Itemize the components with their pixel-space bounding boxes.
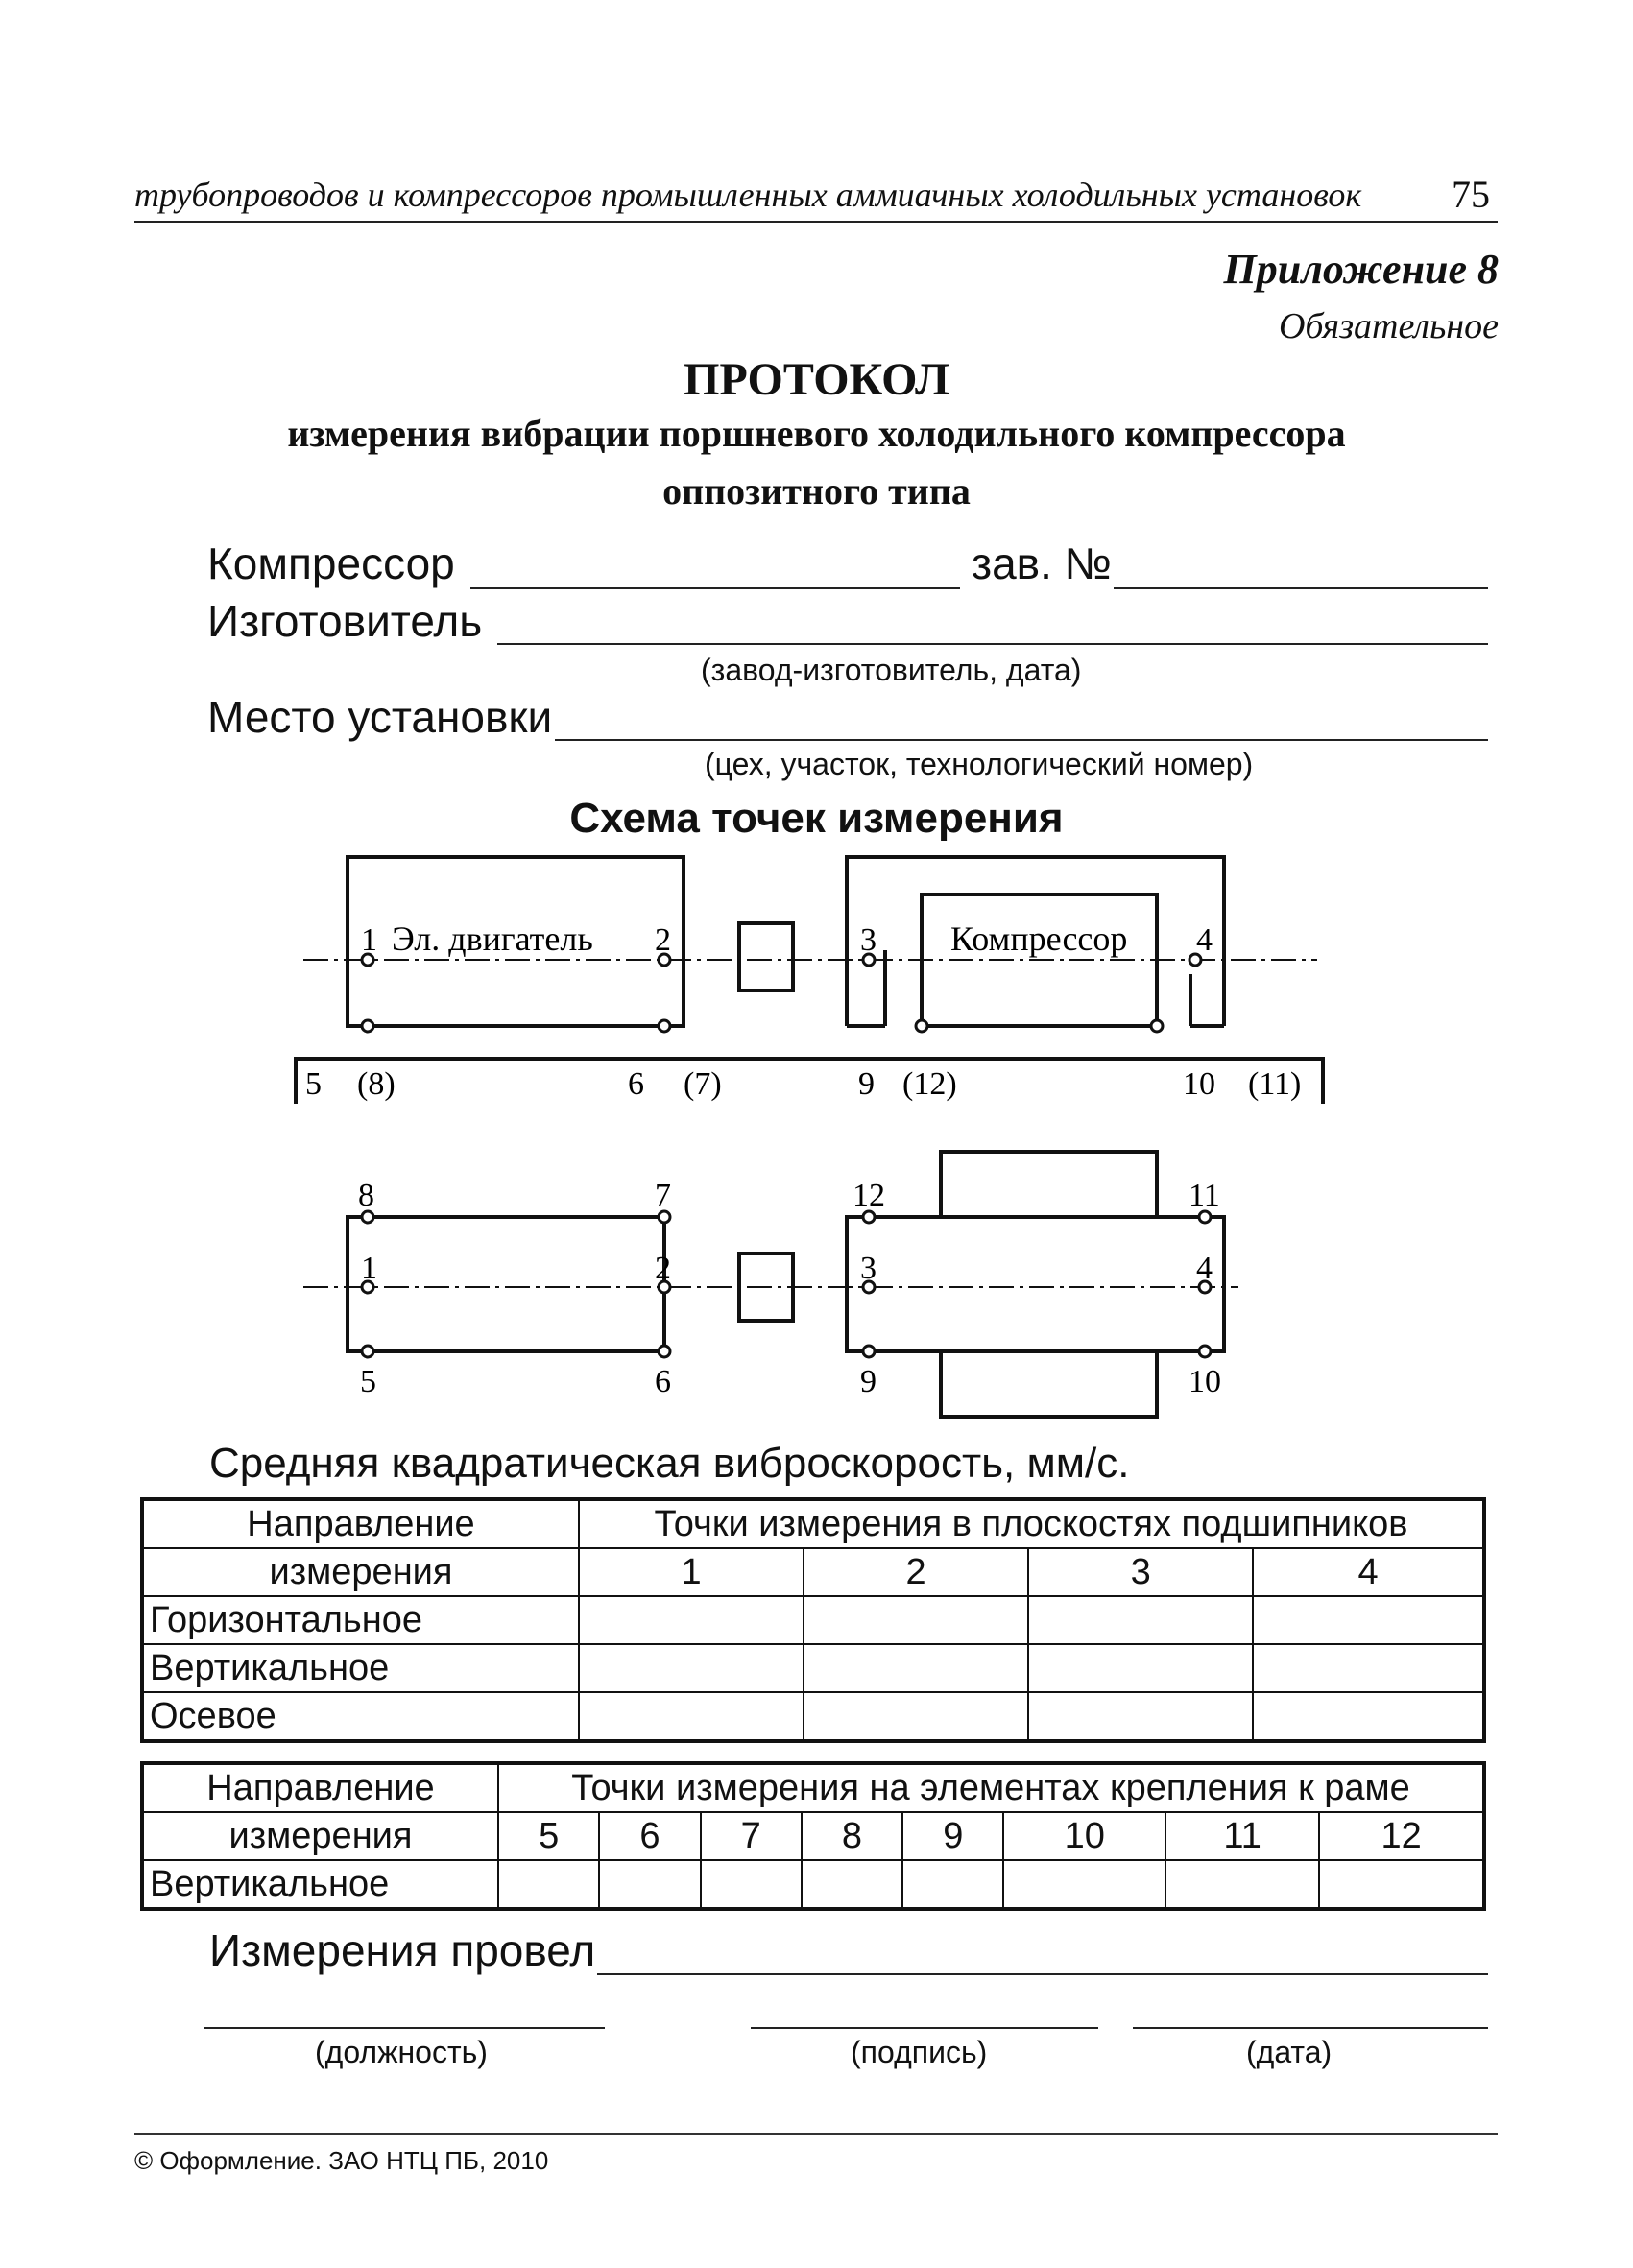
table-cell[interactable] [1253, 1692, 1484, 1741]
motor-label: Эл. двигатель [392, 919, 593, 958]
bearing-points-table [140, 1497, 1486, 1743]
table-cell[interactable] [902, 1860, 1003, 1909]
t2-col-11: 11 [1165, 1812, 1319, 1860]
table-cell[interactable] [1028, 1596, 1253, 1644]
manufacturer-label: Изготовитель [207, 596, 483, 646]
side-point-3: 3 [860, 922, 877, 958]
compressor-plan-bottom-block [941, 1351, 1157, 1417]
table-cell[interactable] [1253, 1644, 1484, 1692]
t2-points-header: Точки измерения на элементах крепления к раме [498, 1763, 1484, 1812]
performed-by-label: Измерения провел [209, 1925, 596, 1975]
t2-col-10: 10 [1003, 1812, 1165, 1860]
protocol-subtitle-line2: оппозитного типа [662, 469, 971, 513]
table-cell[interactable] [1319, 1860, 1484, 1909]
t1-row-vertical: Вертикальное [142, 1644, 579, 1692]
side-point-4: 4 [1196, 922, 1213, 958]
t2-col-6: 6 [599, 1812, 700, 1860]
position-line[interactable] [204, 2027, 605, 2029]
frame-label-7: (7) [684, 1066, 722, 1102]
plan-point-6: 6 [655, 1364, 671, 1399]
table-cell[interactable] [1028, 1644, 1253, 1692]
frame-points-table [140, 1761, 1486, 1911]
table-cell[interactable] [802, 1860, 902, 1909]
table-cell[interactable] [1253, 1596, 1484, 1644]
signature-line[interactable] [751, 2027, 1098, 2029]
side-point-2: 2 [655, 922, 671, 958]
t1-col-4: 4 [1253, 1548, 1484, 1596]
signature-hint: (подпись) [851, 2035, 988, 2069]
table-cell[interactable] [1028, 1692, 1253, 1741]
t2-col-8: 8 [802, 1812, 902, 1860]
frame-label-6: 6 [628, 1066, 644, 1102]
t2-col-5: 5 [498, 1812, 599, 1860]
table-cell[interactable] [579, 1644, 804, 1692]
compressor-side-label: Компрессор [950, 919, 1128, 958]
plan-point-8: 8 [358, 1178, 374, 1213]
t1-row-axial: Осевое [142, 1692, 579, 1741]
frame-label-5: 5 [305, 1066, 322, 1102]
t2-row-vertical: Вертикальное [142, 1860, 498, 1909]
plan-point-10: 10 [1189, 1364, 1221, 1399]
appendix-status: Обязательное [1278, 306, 1499, 346]
performed-by-input-line[interactable] [597, 1973, 1488, 1975]
page-number: 75 [1452, 173, 1490, 216]
table-cell[interactable] [1165, 1860, 1319, 1909]
table-cell[interactable] [701, 1860, 802, 1909]
frame-label-10: 10 [1183, 1066, 1215, 1102]
plan-point-5: 5 [360, 1364, 376, 1399]
t1-points-header: Точки измерения в плоскостях подшипников [579, 1499, 1484, 1548]
table-cell[interactable] [804, 1644, 1028, 1692]
table-cell[interactable] [1003, 1860, 1165, 1909]
position-hint: (должность) [315, 2035, 488, 2069]
plan-point-2: 2 [655, 1251, 671, 1286]
compressor-plan-box [847, 1217, 1224, 1351]
location-label: Место установки [207, 692, 553, 742]
footer-rule [134, 2133, 1498, 2135]
t2-col-9: 9 [902, 1812, 1003, 1860]
t2-direction-header-top: Направление [142, 1763, 498, 1812]
table-cell[interactable] [804, 1596, 1028, 1644]
t2-direction-header-bottom: измерения [142, 1812, 498, 1860]
velocity-title: Средняя квадратическая виброскорость, мм/с. [209, 1440, 1130, 1487]
t1-direction-header-bottom: измерения [142, 1548, 579, 1596]
plan-point-12: 12 [853, 1178, 885, 1213]
table-cell[interactable] [804, 1692, 1028, 1741]
plan-point-11: 11 [1189, 1178, 1220, 1213]
table-cell[interactable] [579, 1596, 804, 1644]
motor-plan-box [348, 1217, 664, 1351]
plan-point-3: 3 [860, 1251, 877, 1286]
date-line[interactable] [1133, 2027, 1488, 2029]
t1-direction-header-top: Направление [142, 1499, 579, 1548]
t1-col-2: 2 [804, 1548, 1028, 1596]
t2-col-7: 7 [701, 1812, 802, 1860]
table-cell[interactable] [599, 1860, 700, 1909]
t1-row-horizontal: Горизонтальное [142, 1596, 579, 1644]
appendix-label: Приложение 8 [1223, 246, 1499, 293]
compressor-plan-top-block [941, 1152, 1157, 1217]
plan-point-9: 9 [860, 1364, 877, 1399]
date-hint: (дата) [1246, 2035, 1333, 2069]
frame-label-9: 9 [858, 1066, 875, 1102]
t2-col-12: 12 [1319, 1812, 1484, 1860]
protocol-title: ПРОТОКОЛ [684, 354, 949, 405]
protocol-subtitle-line1: измерения вибрации поршневого холодильного компрессора [287, 412, 1346, 455]
table-cell[interactable] [579, 1692, 804, 1741]
serial-number-label: зав. № [972, 538, 1113, 588]
location-hint: (цех, участок, технологический номер) [705, 747, 1254, 781]
table-cell[interactable] [498, 1860, 599, 1909]
t1-col-1: 1 [579, 1548, 804, 1596]
side-point-1: 1 [361, 922, 377, 958]
plan-point-4: 4 [1196, 1251, 1213, 1286]
t1-col-3: 3 [1028, 1548, 1253, 1596]
frame-label-8: (8) [357, 1066, 396, 1102]
plan-point-1: 1 [361, 1251, 377, 1286]
running-title: трубопроводов и компрессоров промышленных аммиачных холодильных установок [134, 176, 1362, 214]
frame-label-11: (11) [1248, 1066, 1302, 1102]
plan-point-7: 7 [655, 1178, 671, 1213]
scheme-title: Схема точек измерения [569, 795, 1064, 842]
coupling-side-box [739, 923, 793, 991]
frame-label-12: (12) [902, 1066, 957, 1102]
footer-copyright: © Оформление. ЗАО НТЦ ПБ, 2010 [134, 2146, 549, 2175]
manufacturer-hint: (завод-изготовитель, дата) [701, 653, 1082, 687]
compressor-label: Компрессор [207, 538, 455, 588]
